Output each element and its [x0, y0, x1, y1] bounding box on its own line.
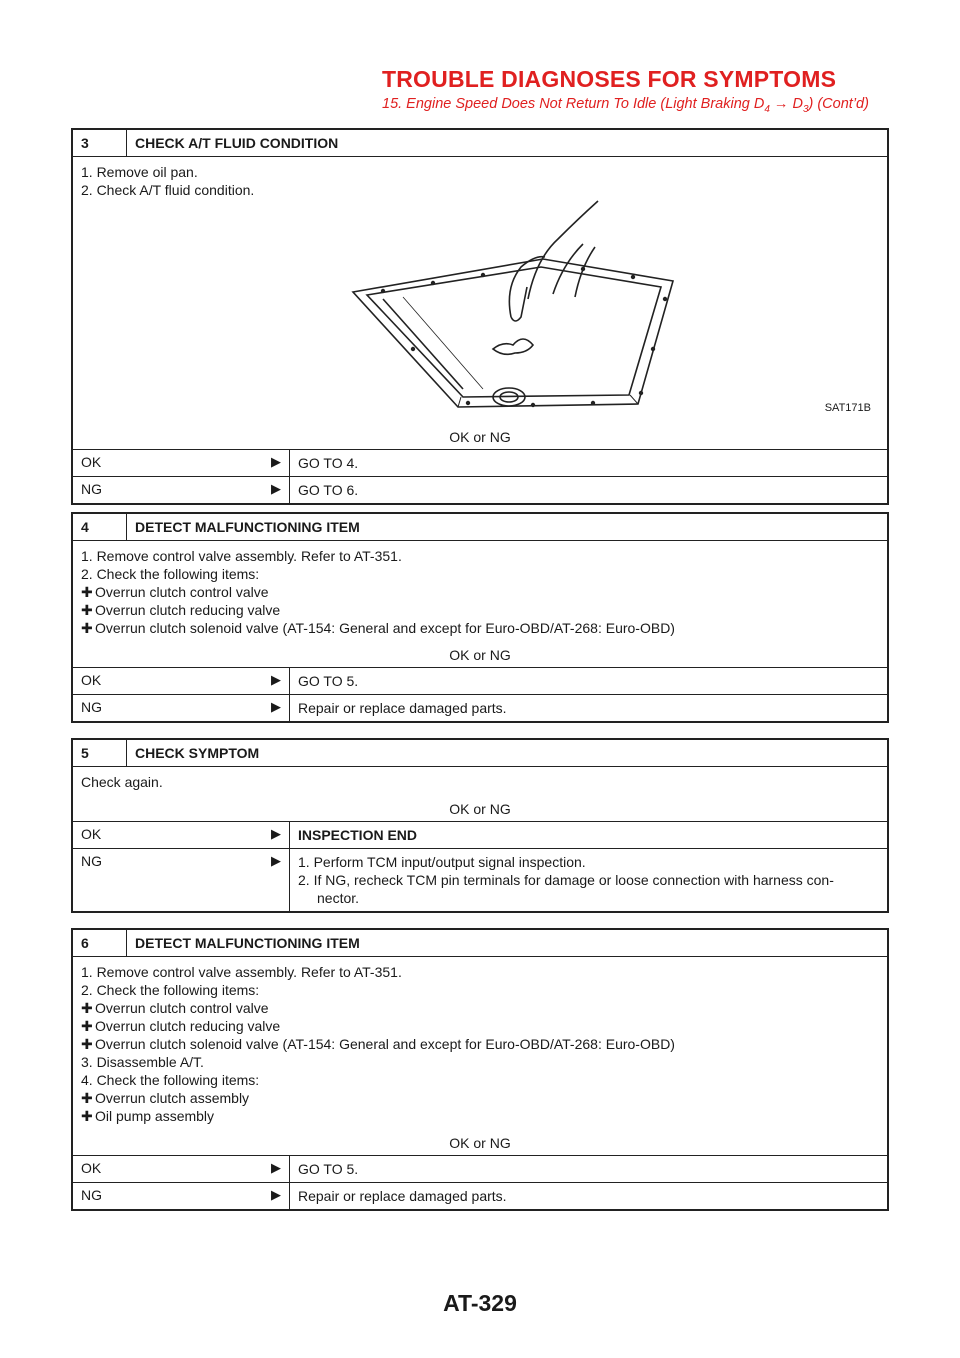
figure-label: SAT171B — [824, 402, 871, 414]
result-row-ng — [73, 694, 887, 721]
instruction-line: 1. Remove control valve assembly. Refer to AT-351. — [81, 548, 402, 564]
bullet-icon: ✚ — [81, 1090, 93, 1106]
oil-pan-figure — [81, 199, 879, 419]
arrow-right-icon: ▶ — [271, 1160, 281, 1175]
result-action — [289, 849, 887, 911]
step-4-header — [73, 514, 887, 541]
result-row-ok — [73, 667, 887, 694]
step-title: CHECK SYMPTOM — [135, 745, 260, 761]
bullet-icon: ✚ — [81, 584, 93, 600]
ok-or-ng-label: OK or NG — [449, 1135, 511, 1151]
bullet-icon: ✚ — [81, 602, 93, 618]
bullet-item: ✚ Overrun clutch solenoid valve (AT-154: General and except for Euro-OBD/AT-268: Euro-OBD) — [81, 620, 675, 636]
step-title: DETECT MALFUNCTIONING ITEM — [135, 935, 360, 951]
step-5-header — [73, 740, 887, 767]
step-title: DETECT MALFUNCTIONING ITEM — [135, 519, 360, 535]
arrow-right-icon: ▶ — [271, 672, 281, 687]
bullet-icon: ✚ — [81, 1000, 93, 1016]
ok-or-ng-label: OK or NG — [449, 429, 511, 445]
step-number: 6 — [73, 930, 127, 956]
result-row-ng — [73, 848, 887, 911]
page-subtitle: 15. Engine Speed Does Not Return To Idle (Light Braking $D_4 \to D_3$) (Cont’d) — [382, 96, 869, 115]
arrow-right-icon: ▶ — [271, 481, 281, 496]
result-row-ok — [73, 1155, 887, 1182]
result-action: Repair or replace damaged parts. — [289, 695, 887, 721]
bullet-item: ✚ Oil pump assembly — [81, 1108, 215, 1124]
bullet-item: ✚ Overrun clutch control valve — [81, 584, 269, 600]
step-3-box — [71, 128, 889, 505]
ok-or-ng-label: OK or NG — [449, 647, 511, 663]
action-line: nector. — [317, 890, 360, 906]
result-row-ng — [73, 476, 887, 503]
instruction-line: 2. Check the following items: — [81, 982, 260, 998]
arrow-right-icon: ▶ — [271, 454, 281, 469]
result-label: OK — [81, 1160, 102, 1176]
result-label: OK — [81, 672, 102, 688]
arrow-right-icon: ▶ — [271, 826, 281, 841]
arrow-right-icon: ▶ — [271, 1187, 281, 1202]
instruction-line: 3. Disassemble A/T. — [81, 1054, 204, 1070]
page-title: TROUBLE DIAGNOSES FOR SYMPTOMS — [382, 66, 837, 92]
bullet-icon: ✚ — [81, 1018, 93, 1034]
step-6-box — [71, 928, 889, 1211]
bullet-icon: ✚ — [81, 1108, 93, 1124]
instruction-line: 4. Check the following items: — [81, 1072, 260, 1088]
oil-pan-illustration — [343, 199, 703, 409]
result-action: INSPECTION END — [289, 822, 887, 848]
step-title: CHECK A/T FLUID CONDITION — [135, 135, 339, 151]
result-action: GO TO 6. — [289, 477, 887, 503]
arrow-right-icon: ▶ — [271, 853, 281, 868]
result-row-ok — [73, 821, 887, 848]
step-3-header — [73, 130, 887, 157]
bullet-item: ✚ Overrun clutch reducing valve — [81, 602, 281, 618]
step-4-body — [73, 541, 887, 641]
result-action: Repair or replace damaged parts. — [289, 1183, 887, 1209]
result-label: NG — [81, 1187, 102, 1203]
step-5-box — [71, 738, 889, 913]
result-label: OK — [81, 454, 102, 470]
ok-or-ng-label: OK or NG — [449, 801, 511, 817]
step-6-body — [73, 957, 887, 1129]
bullet-item: ✚ Overrun clutch assembly — [81, 1090, 250, 1106]
instruction-line: Check again. — [81, 774, 163, 790]
bullet-item: ✚ Overrun clutch control valve — [81, 1000, 269, 1016]
instruction-line: 1. Remove oil pan. — [81, 164, 198, 180]
step-number: 3 — [73, 130, 127, 156]
instruction-line: 1. Remove control valve assembly. Refer to AT-351. — [81, 964, 402, 980]
instruction-line: 2. Check the following items: — [81, 566, 260, 582]
action-line: 1. Perform TCM input/output signal inspection. — [298, 854, 586, 870]
step-5-body — [73, 767, 887, 795]
result-action: GO TO 4. — [289, 450, 887, 476]
result-label: NG — [81, 853, 102, 869]
bullet-icon: ✚ — [81, 620, 93, 636]
result-action: GO TO 5. — [289, 668, 887, 694]
bullet-item: ✚ Overrun clutch reducing valve — [81, 1018, 281, 1034]
bullet-item: ✚ Overrun clutch solenoid valve (AT-154: General and except for Euro-OBD/AT-268: Euro-OBD) — [81, 1036, 675, 1052]
arrow-right-icon: ▶ — [271, 699, 281, 714]
step-3-body — [73, 157, 887, 423]
result-row-ng — [73, 1182, 887, 1209]
result-row-ok — [73, 449, 887, 476]
step-6-header — [73, 930, 887, 957]
step-4-box — [71, 512, 889, 723]
step-number: 4 — [73, 514, 127, 540]
result-label: NG — [81, 699, 102, 715]
result-action: GO TO 5. — [289, 1156, 887, 1182]
step-number: 5 — [73, 740, 127, 766]
action-line: 2. If NG, recheck TCM pin terminals for damage or loose connection with harness con- — [298, 872, 834, 888]
result-label: OK — [81, 826, 102, 842]
result-label: NG — [81, 481, 102, 497]
bullet-icon: ✚ — [81, 1036, 93, 1052]
instruction-line: 2. Check A/T fluid condition. — [81, 182, 255, 198]
page-number: AT-329 — [443, 1290, 517, 1316]
